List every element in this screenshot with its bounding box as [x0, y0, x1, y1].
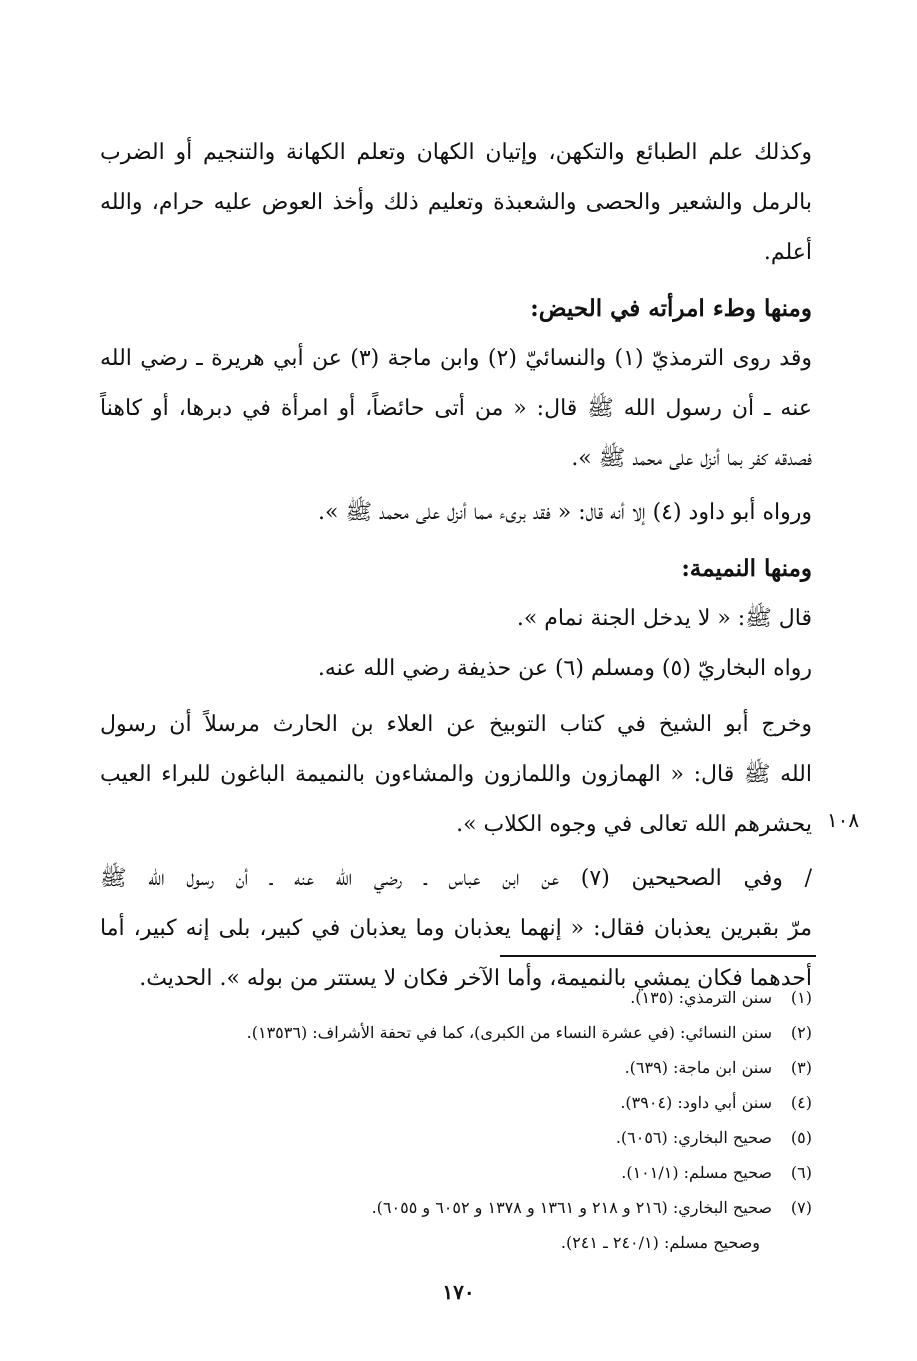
main-text: [100, 128, 812, 1004]
text-line: وقد روى الترمذيّ (١) والنسائيّ (٢) وابن ماجة (٣) عن أبي هريرة ـ رضي الله: [100, 346, 812, 371]
footnote: [100, 1120, 812, 1155]
heading-gossip: ومنها النميمة:: [681, 555, 812, 582]
page-number: ١٧٠: [442, 1280, 475, 1304]
footnote-text: صحيح البخاري: (٦٠٥٦).: [615, 1128, 772, 1147]
footnote: [100, 980, 812, 1015]
text-line: رواه البخاريّ (٥) ومسلم (٦) عن حذيفة رضي الله عنه.: [317, 656, 812, 681]
manuscript-folio-number: ١٠٨: [826, 808, 860, 832]
heading-menstruation: ومنها وطء امرأته في الحيض:: [530, 295, 812, 322]
footnote-continuation: [100, 1225, 812, 1260]
paragraph-abu-al-shaykh: [100, 700, 812, 850]
text-line: / وفي الصحيحين (٧) عن ابن عباس ـ رضي الله عنه ـ أن رسول الله ﷺ: [100, 866, 812, 891]
footnote-number: (٤): [790, 1093, 812, 1112]
text-line: مرّ بقبرين يعذبان فقال: « إنهما يعذبان وما يعذبان في كبير، بلى إنه كبير، أما: [100, 916, 812, 941]
text-line: ورواه أبو داود (٤) إلا أنه قال: « فقد برىء مما أنزل على محمد ﷺ ».: [318, 500, 812, 525]
footnote-number: (٦): [790, 1163, 812, 1182]
footnote-number: (١): [790, 988, 812, 1007]
footnote-text: سنن ابن ماجة: (٦٣٩).: [624, 1058, 772, 1077]
footnote: [100, 1190, 812, 1225]
footnotes: [100, 980, 812, 1260]
footnote-text: صحيح مسلم: (١٠١/١).: [621, 1163, 772, 1182]
footnote-number: (٢): [790, 1023, 812, 1042]
paragraph-abu-dawud: [100, 488, 812, 538]
text-line: الله ﷺ قال: « الهمازون واللمازون والمشاءون بالنميمة الباغون للبراء العيب: [100, 762, 812, 787]
paragraph-divination: [100, 128, 812, 278]
text-line: أعلم.: [763, 240, 812, 265]
footnote-number: (٧): [790, 1198, 812, 1217]
paragraph-bukhari-muslim: [100, 644, 812, 694]
footnote-number: (٣): [790, 1058, 812, 1077]
paragraph-tirmidhi-hadith: [100, 334, 812, 484]
text-line: فصدقه كفر بما أنزل على محمد ﷺ ».: [571, 446, 812, 471]
footnote-text: سنن أبي داود: (٣٩٠٤).: [620, 1093, 772, 1112]
footnote: [100, 1015, 812, 1050]
footnote: [100, 1050, 812, 1085]
footnote-text: صحيح البخاري: (٢١٦ و ٢١٨ و ١٣٦١ و ١٣٧٨ و ٦٠٥٢ و ٦٠٥٥).: [371, 1198, 772, 1217]
text-line: عنه ـ أن رسول الله ﷺ قال: « من أتى حائضاً، أو امرأة في دبرها، أو كاهناً: [100, 396, 812, 421]
text-line: بالرمل والشعير والحصى والشعبذة وتعليم ذلك وأخذ العوض عليه حرام، والله: [100, 190, 812, 215]
text-line: يحشرهم الله تعالى في وجوه الكلاب ».: [456, 812, 812, 837]
footnote: [100, 1085, 812, 1120]
footnote-text: وصحيح مسلم: (٢٤٠/١ ـ ٢٤١).: [560, 1233, 760, 1252]
text-line: أحدهما فكان يمشي بالنميمة، وأما الآخر فكان لا يستتر من بوله ». الحديث.: [139, 966, 812, 991]
text-line: وخرج أبو الشيخ في كتاب التوبيخ عن العلاء بن الحارث مرسلاً أن رسول: [100, 712, 812, 737]
paragraph-gossip-hadith: [100, 594, 812, 644]
text-line: قال ﷺ: « لا يدخل الجنة نمام ».: [516, 606, 812, 631]
footnote-divider: [500, 955, 816, 957]
text-line: وكذلك علم الطبائع والتكهن، وإتيان الكهان وتعلم الكهانة والتنجيم أو الضرب: [100, 140, 812, 165]
footnote: [100, 1155, 812, 1190]
footnote-number: (٥): [790, 1128, 812, 1147]
footnote-text: سنن النسائي: (في عشرة النساء من الكبرى)، كما في تحفة الأشراف: (١٣٥٣٦).: [246, 1023, 772, 1042]
footnote-text: سنن الترمذي: (١٣٥).: [630, 988, 772, 1007]
